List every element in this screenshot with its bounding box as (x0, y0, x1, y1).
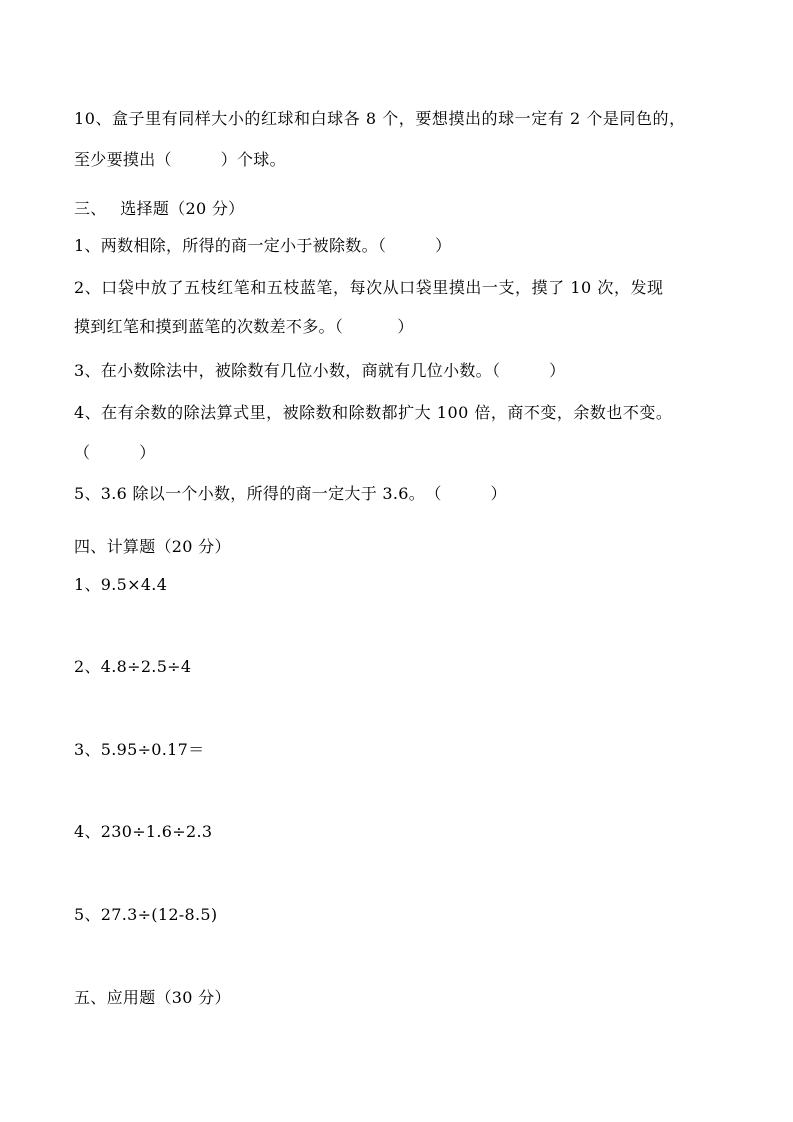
calc-question-1: 1、9.5×4.4 (74, 575, 168, 594)
calc-question-4: 4、230÷1.6÷2.3 (74, 822, 213, 841)
choice-question-4-line-2: （ ） (74, 443, 156, 462)
calc-question-2: 2、4.8÷2.5÷4 (74, 657, 192, 676)
choice-question-4-line-1: 4、在有余数的除法算式里，被除数和除数都扩大 100 倍，商不变，余数也不变。 (74, 403, 673, 422)
section-3-heading: 三、 选择题（20 分） (74, 199, 245, 218)
question-10-line-1: 10、盒子里有同样大小的红球和白球各 8 个，要想摸出的球一定有 2 个是同色的， (74, 109, 686, 128)
choice-question-5: 5、3.6 除以一个小数，所得的商一定大于 3.6。 （ ） (74, 484, 507, 503)
choice-question-2-line-2: 摸到红笔和摸到蓝笔的次数差不多。（ ） (74, 317, 414, 336)
question-10-line-2: 至少要摸出（ ）个球。 (74, 150, 286, 169)
choice-question-3: 3、在小数除法中，被除数有几位小数，商就有几位小数。（ ） (74, 361, 566, 380)
choice-question-1: 1、两数相除，所得的商一定小于被除数。（ ） (74, 236, 452, 255)
calc-question-5: 5、27.3÷(12-8.5) (74, 905, 218, 924)
calc-question-3: 3、5.95÷0.17＝ (74, 740, 205, 759)
section-4-heading: 四、计算题（20 分） (74, 537, 231, 556)
choice-question-2-line-1: 2、口袋中放了五枝红笔和五枝蓝笔，每次从口袋里摸出一支，摸了 10 次，发现 (74, 278, 664, 297)
section-5-heading: 五、应用题（30 分） (74, 988, 231, 1007)
